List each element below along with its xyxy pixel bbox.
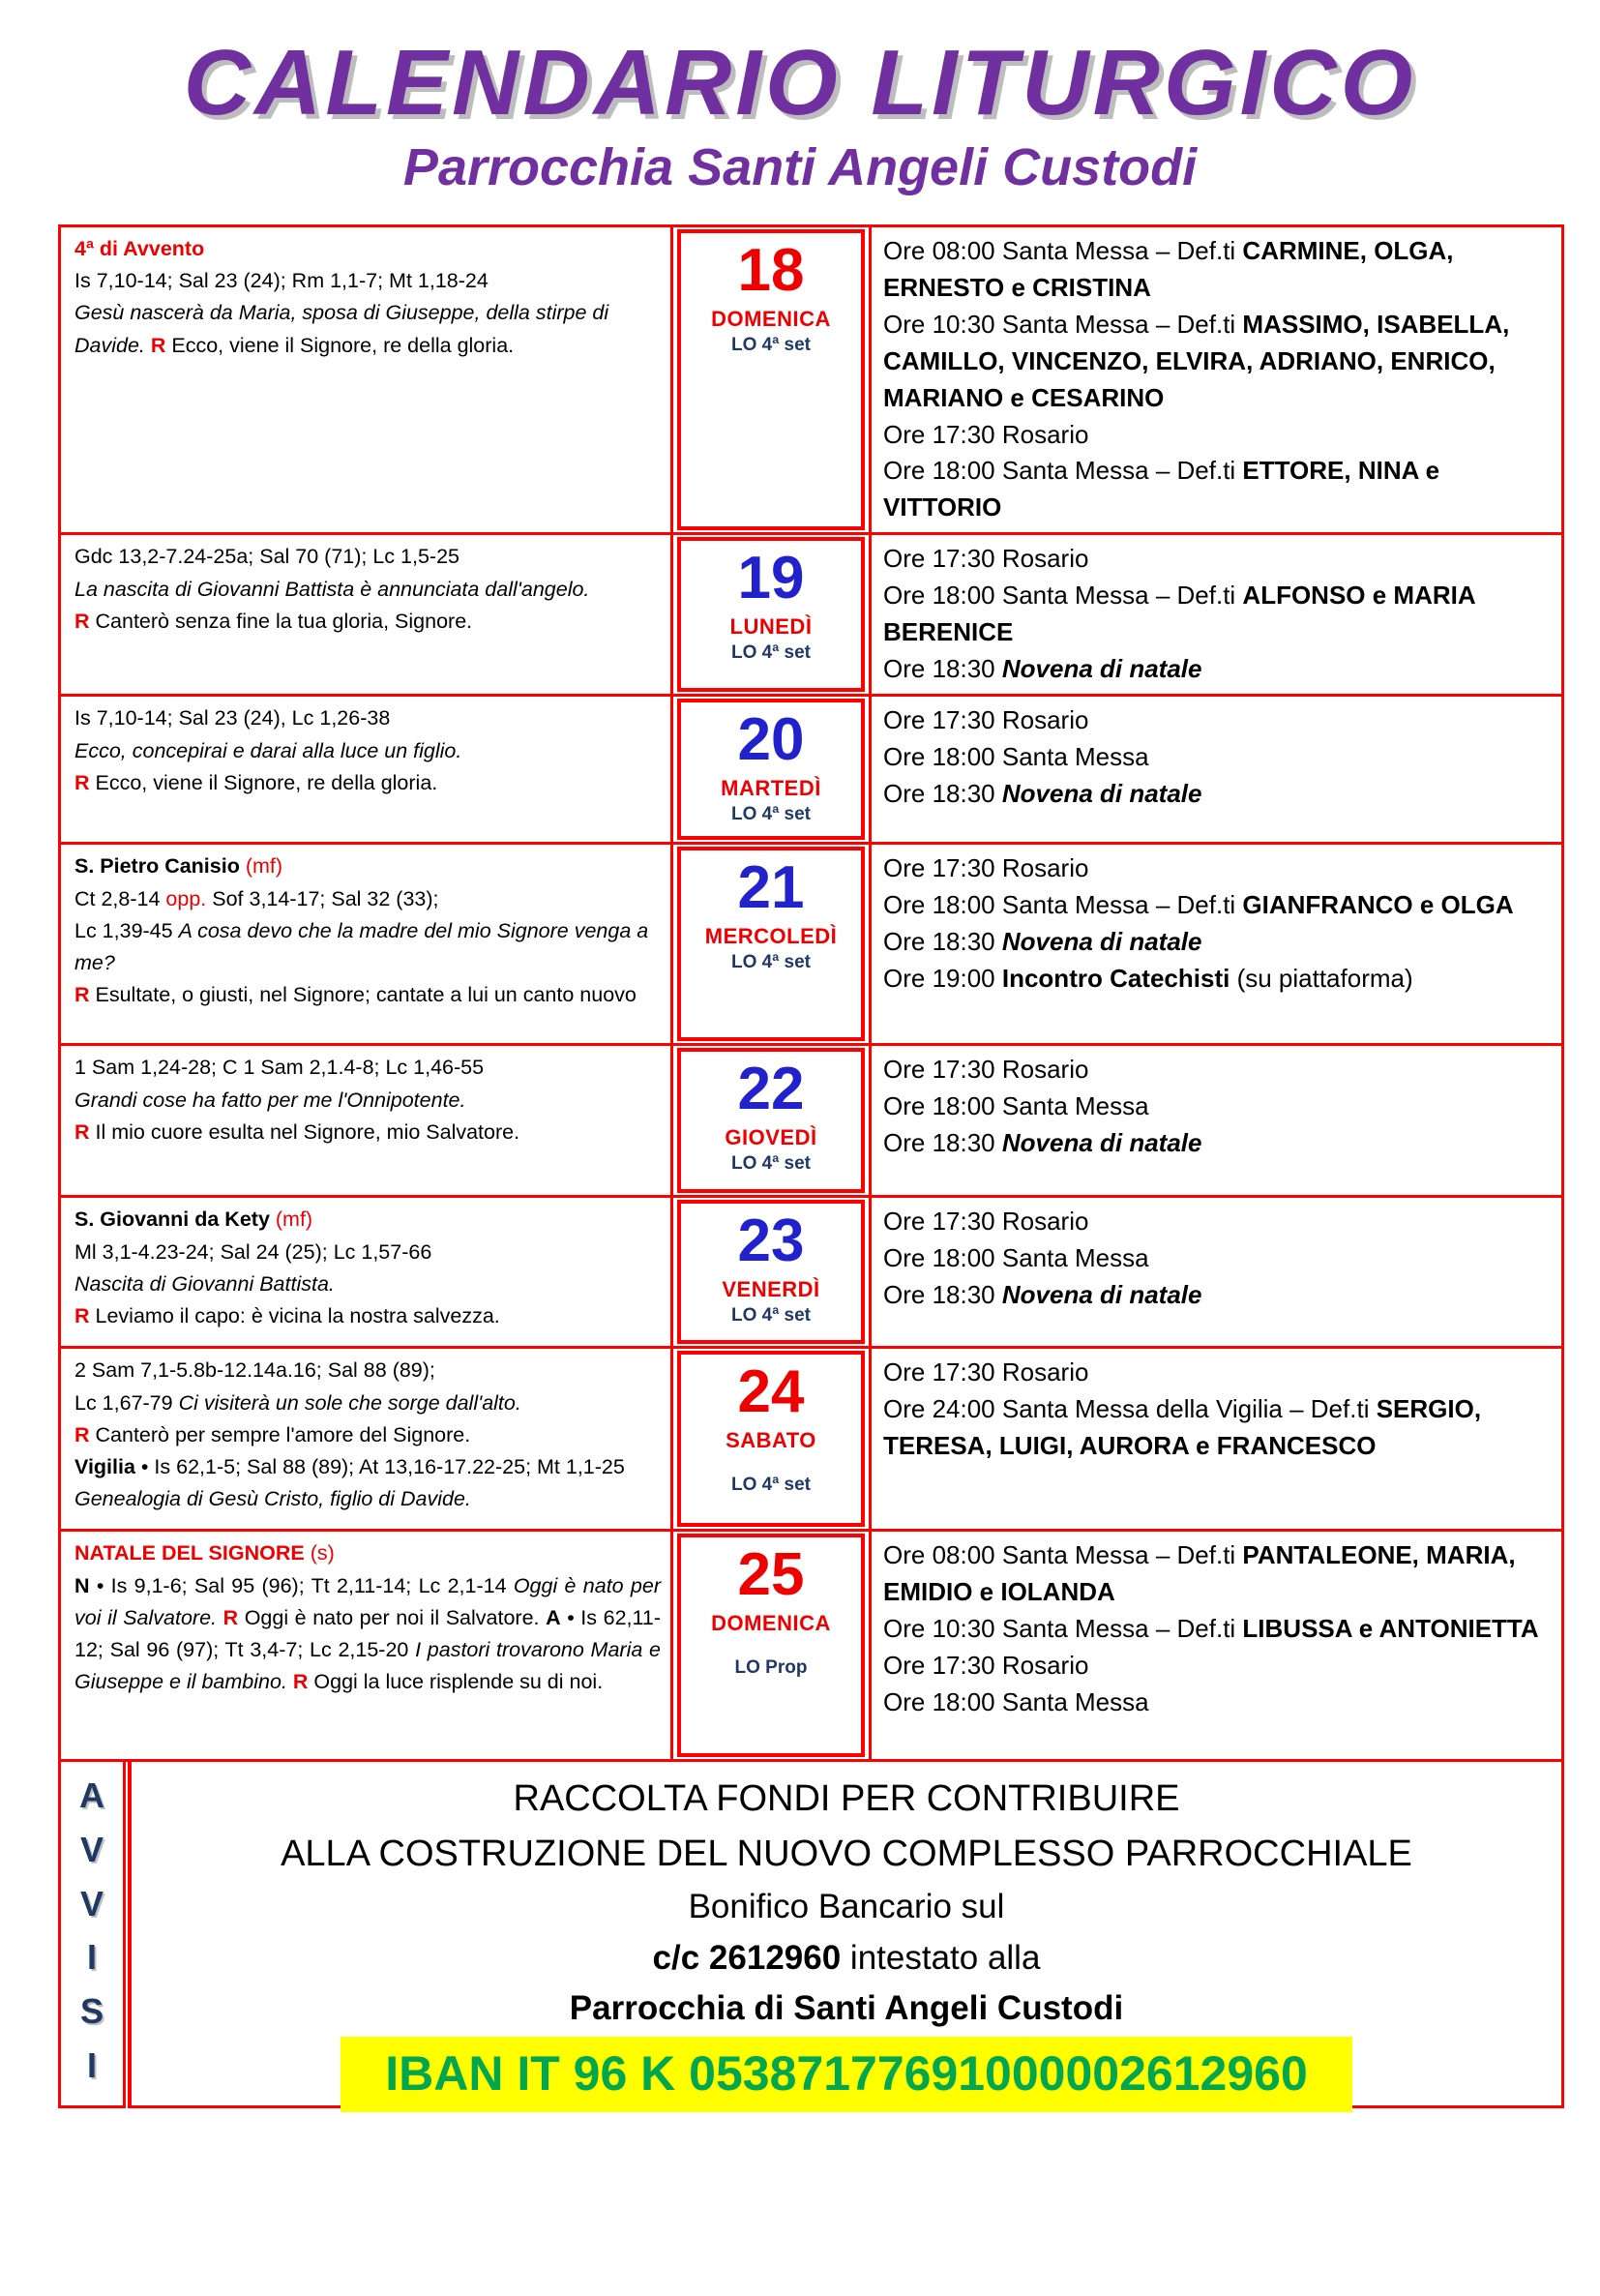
reading-paragraph [74,915,661,980]
text-segment: SERGIO, TERESA, LUIGI, AURORA e FRANCESCO [883,1394,1482,1461]
announcement-line [132,2037,1561,2112]
text-segment: Lc 1,67-79 [74,1390,179,1415]
text-segment: Ore 18:00 Santa Messa [883,1243,1149,1273]
calendar-row-24 [61,1349,1561,1532]
text-segment: A cosa devo che la madre del mio Signore venga a me? [74,918,649,975]
text-segment: Ore 10:30 Santa Messa – Def.ti [883,309,1243,339]
text-segment: Ore 19:00 [883,964,1002,994]
text-segment: Ci visiterà un sole che sorge dall'alto. [178,1390,521,1415]
avvisi-letter: I [86,1937,97,1978]
day-number: 19 [737,545,805,612]
text-segment: Canterò per sempre l'amore del Signore. [89,1422,471,1446]
day-name: DOMENICA [711,1611,831,1636]
text-segment: MASSIMO, ISABELLA, CAMILLO, VINCENZO, ELVIRA, ADRIANO, ENRICO, MARIANO e CESARINO [883,309,1510,412]
text-segment: Oggi la luce risplende su di noi. [308,1670,604,1694]
text-segment: Ore 08:00 Santa Messa – Def.ti [883,1540,1243,1570]
announcement-line [132,1882,1561,1933]
text-segment: R [150,333,166,357]
text-segment: Ore 18:30 [883,1280,1002,1310]
day-name: VENERDÌ [722,1277,820,1302]
readings-cell [61,845,673,1043]
reading-paragraph [74,1237,661,1268]
announcement-line [132,1772,1561,1827]
schedule-entry [883,233,1552,307]
reading-paragraph [74,1085,661,1117]
schedule-entry [883,453,1552,526]
text-segment: 2 Sam 7,1-5.8b-12.14a.16; Sal 88 (89); [74,1358,435,1383]
day-box [677,1048,865,1193]
schedule-cell [872,845,1561,1043]
day-number: 25 [737,1541,805,1609]
day-box [677,229,865,531]
text-segment: opp. [165,886,207,910]
day-box [677,1351,865,1527]
calendar-row-19 [61,535,1561,697]
day-cell [673,227,872,533]
day-box [677,699,865,840]
text-segment: c/c 2612960 [652,1938,842,1977]
text-segment: 4ª di Avvento [74,236,205,260]
reading-paragraph [74,1419,661,1451]
text-segment: Ore 18:00 Santa Messa – Def.ti [883,456,1243,486]
day-number: 21 [737,854,805,922]
day-liturgy-week: LO 4ª set [730,334,811,355]
text-segment: Oggi è nato per noi il Salvatore. [238,1605,547,1629]
schedule-entry [883,924,1552,961]
day-number: 24 [737,1358,805,1426]
reading-paragraph [74,1537,661,1569]
text-segment: Ore 18:30 [883,927,1002,957]
text-segment: Vigilia [74,1455,135,1479]
schedule-entry [883,702,1552,739]
text-segment: ALLA COSTRUZIONE DEL NUOVO COMPLESSO PARROCCHIALE [281,1834,1412,1875]
text-segment: Ore 18:00 Santa Messa [883,1687,1149,1717]
reading-paragraph [74,541,661,573]
schedule-entry [883,1391,1552,1465]
reading-paragraph [74,1387,661,1419]
schedule-entry [883,578,1552,651]
text-segment: La nascita di Giovanni Battista è annunciata dall'angelo. [74,577,590,601]
text-segment: Ore 18:00 Santa Messa [883,1091,1149,1121]
text-segment: (mf) [275,1208,313,1232]
day-cell [673,697,872,842]
text-segment: Ecco, viene il Signore, re della gloria. [165,333,515,357]
text-segment: • Is 62,1-5; Sal 88 (89); At 13,16-17.22-25; Mt 1,1-25 [134,1455,625,1479]
text-segment: I pastori trovarono Maria e Giuseppe e il bambino. [74,1638,661,1694]
avvisi-letter: V [79,1829,104,1869]
schedule-entry [883,1355,1552,1391]
reading-paragraph [74,574,661,606]
schedule-entry [883,1277,1552,1314]
day-name: SABATO [726,1428,816,1453]
text-segment: Il mio cuore esulta nel Signore, mio Salvatore. [89,1119,520,1144]
text-segment: Ore 08:00 Santa Messa – Def.ti [883,235,1243,265]
text-segment: ETTORE, NINA e VITTORIO [883,456,1440,522]
schedule-cell [872,1349,1561,1529]
text-segment: Ore 17:30 Rosario [883,853,1089,883]
readings-cell [61,227,673,533]
text-segment: Novena di natale [1001,1280,1202,1310]
day-liturgy-week: LO Prop [734,1657,808,1679]
day-name: DOMENICA [711,306,831,331]
avvisi-letter: A [79,1775,104,1816]
day-liturgy-week: LO 4ª set [730,952,811,973]
text-segment: S. Pietro Canisio [74,854,246,879]
reading-paragraph [74,233,661,265]
text-segment: NATALE DEL SIGNORE [74,1541,311,1565]
day-box [677,537,865,692]
text-segment: Ore 17:30 Rosario [883,1357,1089,1387]
schedule-entry [883,1088,1552,1125]
day-name: LUNEDÌ [729,614,813,640]
text-segment: Ore 24:00 Santa Messa della Vigilia – Def.ti [883,1394,1377,1424]
reading-paragraph [74,606,661,638]
text-segment: Lc 1,39-45 [74,918,179,942]
schedule-entry [883,739,1552,776]
reading-paragraph [74,850,661,882]
calendar-row-20 [61,697,1561,845]
schedule-entry [883,417,1552,454]
text-segment: (su piattaforma) [1230,964,1413,994]
text-segment: R [74,983,90,1007]
announcements [128,1762,1564,2108]
day-liturgy-week: LO 4ª set [730,1153,811,1175]
schedule-cell [872,1198,1561,1346]
schedule-entry [883,1611,1552,1648]
schedule-cell [872,1532,1561,1759]
text-segment: Sof 3,14-17; Sal 32 (33); [206,886,439,910]
schedule-entry [883,776,1552,813]
page-title: CALENDARIO LITURGICO [183,31,1417,134]
schedule-entry [883,307,1552,417]
readings-cell [61,1046,673,1195]
text-segment: Novena di natale [1001,927,1202,957]
calendar-row-23 [61,1198,1561,1349]
text-segment: Ore 17:30 Rosario [883,544,1089,574]
text-segment: R [74,610,90,634]
calendar-row-25 [61,1532,1561,1759]
schedule-cell [872,227,1561,533]
reading-paragraph [74,1117,661,1148]
day-cell [673,845,872,1043]
readings-cell [61,1198,673,1346]
schedule-entry [883,1204,1552,1240]
reading-paragraph [74,979,661,1011]
day-name: MARTEDÌ [721,776,821,801]
text-segment: Ore 17:30 Rosario [883,419,1089,449]
calendar-table [58,224,1564,1762]
text-segment: CARMINE, OLGA, ERNESTO e CRISTINA [883,235,1454,302]
text-segment: Is 7,10-14; Sal 23 (24), Lc 1,26-38 [74,706,391,731]
readings-cell [61,1532,673,1759]
day-cell [673,1532,872,1759]
text-segment: PANTALEONE, MARIA, EMIDIO e IOLANDA [883,1540,1516,1607]
avvisi-label-column [58,1762,126,2108]
announcement-line [132,1933,1561,1984]
text-segment: Ore 10:30 Santa Messa – Def.ti [883,1614,1243,1644]
text-segment: Ml 3,1-4.23-24; Sal 24 (25); Lc 1,57-66 [74,1239,432,1264]
text-segment: Novena di natale [1001,1128,1202,1158]
text-segment: R [74,1304,90,1328]
reading-paragraph [74,1300,661,1332]
reading-paragraph [74,1204,661,1236]
day-name: GIOVEDÌ [725,1125,817,1150]
day-cell [673,1198,872,1346]
reading-paragraph [74,1570,661,1699]
text-segment: R [222,1605,239,1629]
day-cell [673,1046,872,1195]
text-segment: Parrocchia di Santi Angeli Custodi [569,1989,1124,2028]
schedule-entry [883,1648,1552,1685]
schedule-cell [872,697,1561,842]
day-liturgy-week: LO 4ª set [730,642,811,664]
text-segment: • Is 62,11-12; Sal 96 (97); Tt 3,4-7; Lc 2,15-20 [74,1605,661,1662]
text-segment: Ore 18:00 Santa Messa – Def.ti [883,890,1243,920]
reading-paragraph [74,265,661,297]
text-segment: Nascita di Giovanni Battista. [74,1271,335,1296]
text-segment: Ore 17:30 Rosario [883,705,1089,735]
text-segment: Ore 17:30 Rosario [883,1207,1089,1237]
avvisi-section [58,1762,1564,2108]
schedule-cell [872,535,1561,694]
day-number: 23 [737,1208,805,1275]
reading-paragraph [74,767,661,799]
readings-cell [61,697,673,842]
reading-paragraph [74,1355,661,1387]
text-segment: A [546,1605,561,1629]
day-liturgy-week: LO 4ª set [730,804,811,825]
schedule-entry [883,1537,1552,1611]
text-segment: 1 Sam 1,24-28; C 1 Sam 2,1.4-8; Lc 1,46-55 [74,1056,485,1080]
readings-cell [61,1349,673,1529]
text-segment: Genealogia di Gesù Cristo, figlio di Davide. [74,1487,471,1511]
day-number: 22 [737,1056,805,1123]
text-segment: Novena di natale [1001,779,1202,809]
day-liturgy-week: LO 4ª set [730,1305,811,1327]
text-segment: Ore 17:30 Rosario [883,1651,1089,1681]
text-segment: Ore 18:30 [883,1128,1002,1158]
text-segment: Ore 18:30 [883,779,1002,809]
schedule-entry [883,1052,1552,1088]
text-segment: R [74,770,90,794]
avvisi-letter: I [86,2044,97,2085]
text-segment: Is 7,10-14; Sal 23 (24); Rm 1,1-7; Mt 1,18-24 [74,269,489,293]
day-number: 18 [737,236,805,304]
calendar-row-21 [61,845,1561,1046]
text-segment: Ore 18:30 [883,654,1002,684]
text-segment: S. Giovanni da Kety [74,1208,276,1232]
text-segment: Gesù nascerà da Maria, sposa di Giuseppe, della stirpe di Davide. [74,301,609,357]
reading-paragraph [74,1451,661,1516]
schedule-entry [883,887,1552,924]
day-liturgy-week: LO 4ª set [730,1475,811,1496]
reading-paragraph [74,1052,661,1084]
text-segment: Ore 18:00 Santa Messa [883,742,1149,772]
reading-paragraph [74,883,661,915]
schedule-cell [872,1046,1561,1195]
day-cell [673,535,872,694]
announcement-line [132,1983,1561,2035]
text-segment: Ecco, viene il Signore, re della gloria. [89,770,438,794]
calendar-row-18 [61,227,1561,536]
schedule-entry [883,961,1552,998]
text-segment: Ct 2,8-14 [74,886,166,910]
text-segment: N [74,1573,90,1597]
text-segment: LIBUSSA e ANTONIETTA [1242,1614,1539,1644]
text-segment: Esultate, o giusti, nel Signore; cantate a lui un canto nuovo [89,983,637,1007]
day-name: MERCOLEDÌ [704,924,838,949]
text-segment: Gdc 13,2-7.24-25a; Sal 70 (71); Lc 1,5-25 [74,545,459,569]
text-segment: R [292,1670,309,1694]
text-segment: Oggi è nato per voi il Salvatore. [74,1573,661,1629]
avvisi-letter: S [79,1991,104,2032]
day-box [677,1534,865,1757]
text-segment: • Is 9,1-6; Sal 95 (96); Tt 2,11-14; Lc 2,1-14 [89,1573,514,1597]
day-box [677,847,865,1041]
text-segment: GIANFRANCO e OLGA [1242,890,1514,920]
text-segment: Ore 18:00 Santa Messa – Def.ti [883,581,1243,611]
day-box [677,1200,865,1344]
text-segment: (mf) [245,854,283,879]
text-segment: R [74,1119,90,1144]
schedule-entry [883,1125,1552,1162]
schedule-entry [883,850,1552,887]
text-segment: ALFONSO e MARIA BERENICE [883,581,1475,647]
text-segment: Leviamo il capo: è vicina la nostra salvezza. [89,1304,500,1328]
reading-paragraph [74,702,661,734]
text-segment: Bonifico Bancario sul [688,1888,1005,1926]
text-segment: intestato alla [841,1938,1041,1977]
text-segment: (s) [310,1541,335,1565]
schedule-entry [883,651,1552,688]
avvisi-letter: V [79,1883,104,1923]
text-segment: Ecco, concepirai e darai alla luce un figlio. [74,738,462,762]
text-segment: Grandi cose ha fatto per me l'Onnipotente. [74,1088,466,1112]
text-segment: R [74,1422,90,1446]
iban-highlight: IBAN IT 96 K 05387177691000002612960 [341,2037,1352,2112]
schedule-entry [883,541,1552,578]
page-subtitle: Parrocchia Santi Angeli Custodi [402,137,1198,196]
schedule-entry [883,1685,1552,1721]
day-cell [673,1349,872,1529]
text-segment: Ore 17:30 Rosario [883,1055,1089,1085]
day-number: 20 [737,706,805,774]
announcement-line [132,1827,1561,1882]
reading-paragraph [74,1268,661,1300]
schedule-entry [883,1240,1552,1277]
readings-cell [61,535,673,694]
text-segment: Incontro Catechisti [1001,964,1230,994]
text-segment: Canterò senza fine la tua gloria, Signore. [89,610,473,634]
reading-paragraph [74,297,661,362]
text-segment: RACCOLTA FONDI PER CONTRIBUIRE [513,1778,1180,1820]
reading-paragraph [74,735,661,767]
calendar-row-22 [61,1046,1561,1198]
text-segment: Novena di natale [1001,654,1202,684]
